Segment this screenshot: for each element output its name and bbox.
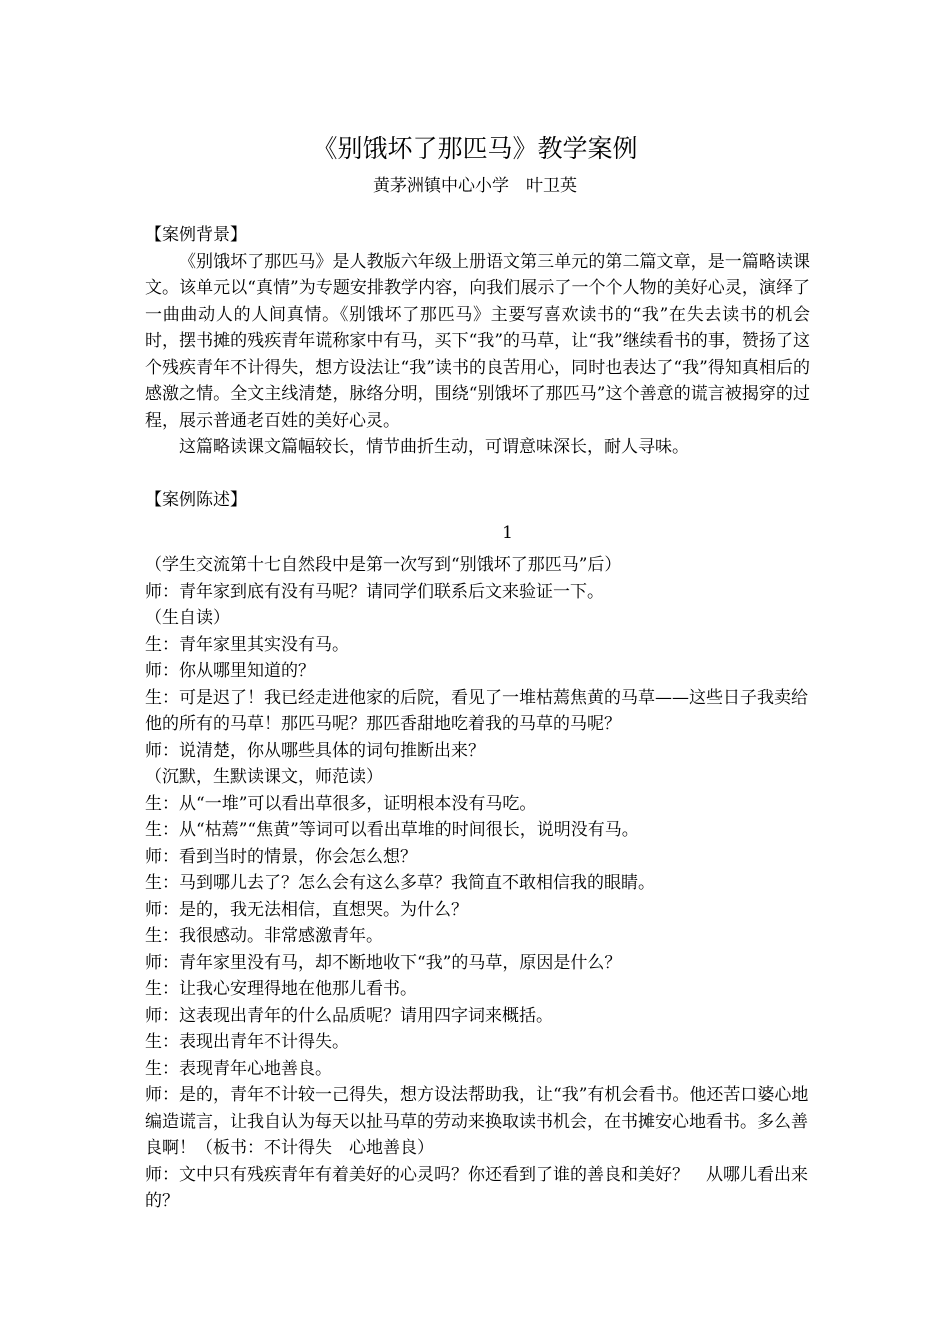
dialogue-line: （沉默，生默读课文，师范读） xyxy=(145,767,383,787)
dialogue-line: 师：文中只有残疾青年有着美好的心灵吗？你还看到了谁的善良和美好？ 从哪儿看出来的？ xyxy=(145,1164,808,1211)
spacer xyxy=(145,461,810,488)
dialogue-line: 师：说清楚，你从哪些具体的词句推断出来？ xyxy=(145,740,485,761)
background-paragraph: 《别饿坏了那匹马》是人教版六年级上册语文第三单元的第二篇文章，是一篇略读课文。该单元以“真情”为专题安排教学内容，向我们展示了一个个人物的美好心灵，演绎了一曲曲动人的人间真情。《别饿坏了那匹马》主要写喜欢读书的“我”在失去读书的机会时，摆书摊的残疾青年谎称家中有马，买下“我”的马草，让“我”继续看书的事，赞扬了这个残疾青年不计得失，想方设法让“我”读书的良苦用心，同时也表达了“我”得知真相后的感激之情。全文主线清楚，脉络分明，围绕“别饿坏了那匹马”这个善意的谎言被揭穿的过程，展示普通老百姓的美好心灵。 xyxy=(145,251,810,431)
dialogue-line: 生：从“一堆”可以看出草很多，证明根本没有马吃。 xyxy=(145,793,537,814)
dialogue-line: 师：你从哪里知道的？ xyxy=(145,661,315,681)
document-body xyxy=(145,222,810,1215)
dialogue-line: 生：马到哪儿去了？怎么会有这么多草？我简直不敢相信我的眼睛。 xyxy=(145,873,655,893)
dialogue-line: 生：让我心安理得地在他那儿看书。 xyxy=(145,979,417,999)
dialogue-line: （学生交流第十七自然段中是第一次写到“别饿坏了那匹马”后） xyxy=(145,555,622,575)
dialogue-line: 师：这表现出青年的什么品质呢？请用四字词来概括。 xyxy=(145,1005,553,1026)
section-heading-background: 【案例背景】 xyxy=(145,225,247,245)
dialogue-line: 生：表现青年心地善良。 xyxy=(145,1058,332,1079)
dialogue-line: 师：看到当时的情景，你会怎么想？ xyxy=(145,846,417,867)
dialogue-line: 生：可是迟了！我已经走进他家的后院，看见了一堆枯蔫焦黄的马草——这些日子我卖给他的所有的马草！那匹马呢？那匹香甜地吃着我的马草的马呢？ xyxy=(145,687,808,734)
section-heading-narrative: 【案例陈述】 xyxy=(145,490,247,510)
dialogue-line: 生：青年家里其实没有马。 xyxy=(145,634,349,655)
author-line: 黄茅洲镇中心小学 叶卫英 xyxy=(373,176,577,196)
dialogue-line: 师：青年家到底有没有马呢？请同学们联系后文来验证一下。 xyxy=(145,581,604,602)
background-paragraph: 这篇略读课文篇幅较长，情节曲折生动，可谓意味深长，耐人寻味。 xyxy=(179,437,689,457)
part-number: 1 xyxy=(502,522,513,543)
dialogue-line: 生：表现出青年不计得失。 xyxy=(145,1032,349,1052)
dialogue-line: 师：是的，青年不计较一己得失，想方设法帮助我，让“我”有机会看书。他还苦口婆心地编造谎言，让我自认为每天以扯马草的劳动来换取读书机会，在书摊安心地看书。多么善良啊！（板书：不计得失 心地善良） xyxy=(145,1085,809,1158)
dialogue-line: 生：从“枯蔫”“焦黄”等词可以看出草堆的时间很长，说明没有马。 xyxy=(145,820,639,840)
dialogue-line: 师：青年家里没有马，却不断地收下“我”的马草，原因是什么？ xyxy=(145,952,622,973)
dialogue-line: 生：我很感动。非常感激青年。 xyxy=(145,926,383,946)
document-title: 《别饿坏了那匹马》教学案例 xyxy=(312,134,638,163)
dialogue-line: （生自读） xyxy=(145,608,230,628)
dialogue-line: 师：是的，我无法相信，直想哭。为什么？ xyxy=(145,899,468,920)
